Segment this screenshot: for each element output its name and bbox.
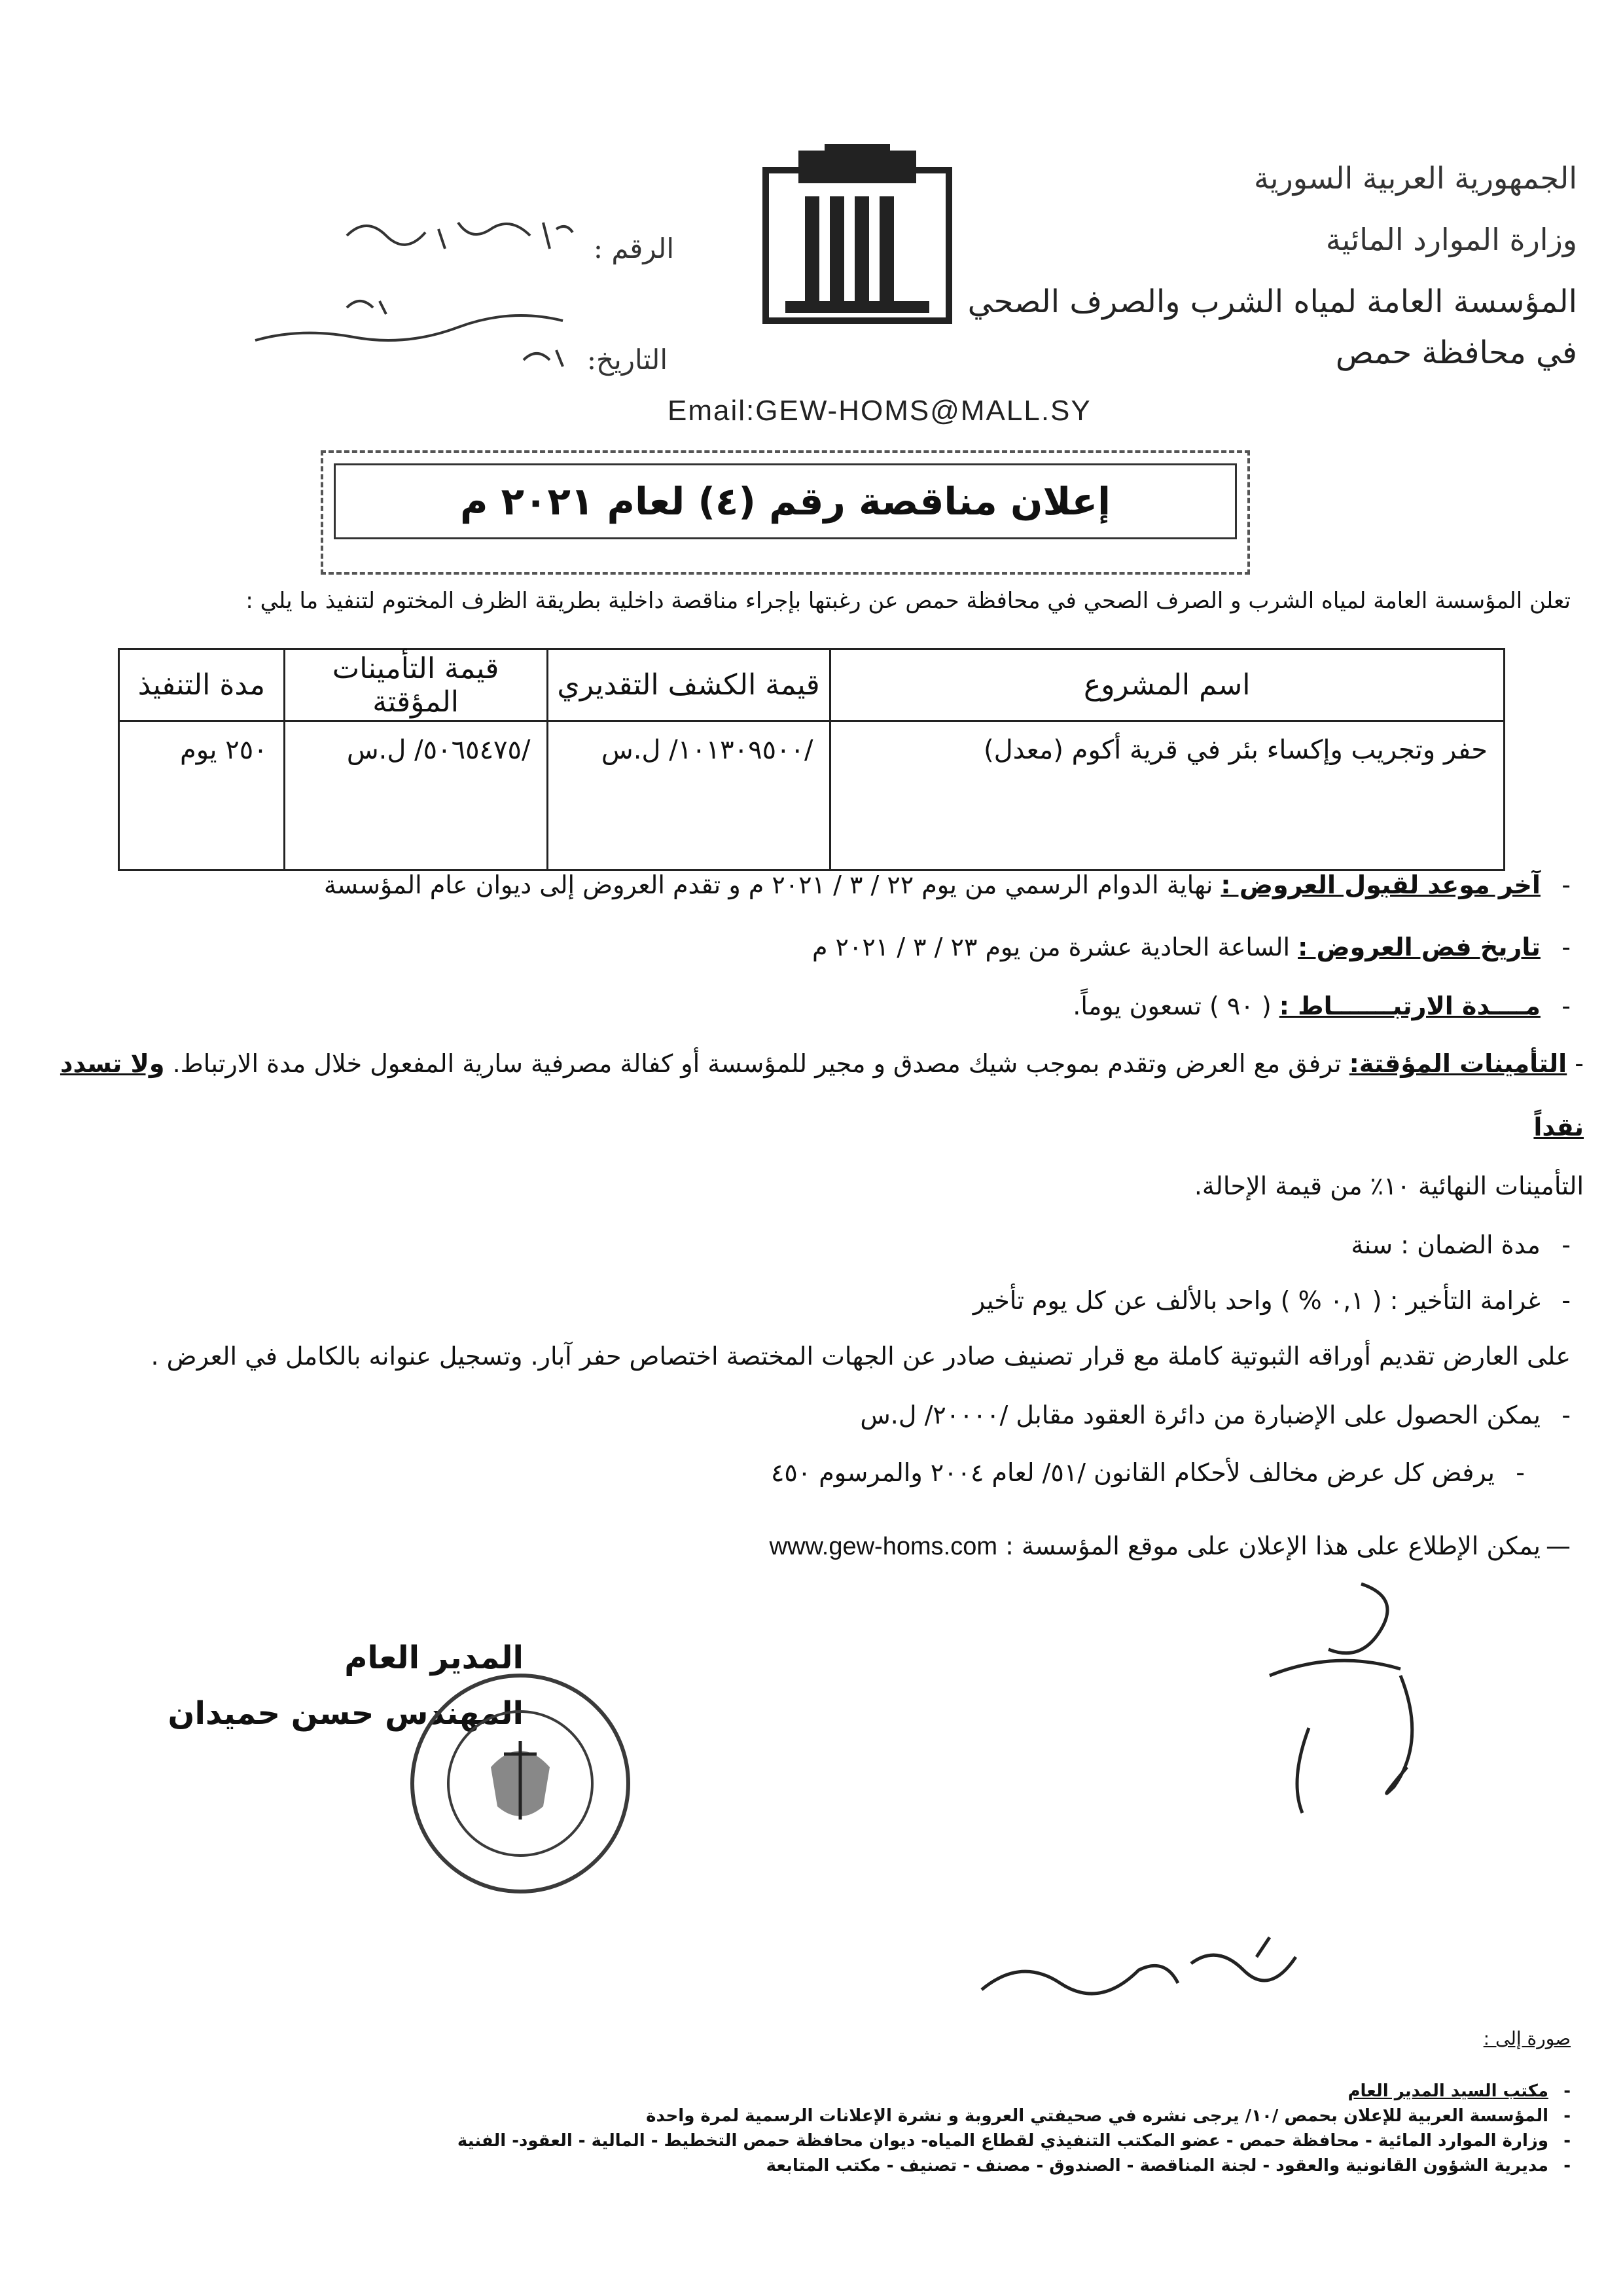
temp-insurance-item: - التأمينات المؤقتة: ترفق مع العرض وتقدم بموجب شيك مصدق و مجير للمؤسسة أو كفالة مصرفية سارية المفعول خلال مدة الارتباط. ولا تسدد bbox=[60, 1049, 1584, 1078]
cell-project: حفر وتجريب وإكساء بئر في قرية أكوم (معدل) bbox=[830, 721, 1504, 870]
number-handwritten bbox=[340, 209, 576, 255]
country-name: الجمهورية العربية السورية bbox=[1254, 160, 1577, 196]
handwriting-date-icon bbox=[249, 288, 576, 380]
copy-item-4: -مديرية الشؤون القانونية والعقود - لجنة المناقصة - الصندوق - مصنف - تصنيف - مكتب المتابعة bbox=[766, 2156, 1571, 2176]
handwriting-number-icon bbox=[340, 209, 576, 255]
deadline-text: نهاية الدوام الرسمي من يوم ٢٢ / ٣ / ٢٠٢١ م و تقدم العروض إلى ديوان عام المؤسسة bbox=[323, 870, 1213, 899]
opening-label: تاريخ فض العروض : bbox=[1298, 933, 1541, 961]
temp-insurance-text: ترفق مع العرض وتقدم بموجب شيك مصدق و مجير للمؤسسة أو كفالة مصرفية سارية المفعول خلال مدة الارتباط. bbox=[172, 1049, 1342, 1078]
penalty-text: غرامة التأخير : ( ٠,١ % ) واحد بالألف عن كل يوم تأخير bbox=[972, 1286, 1541, 1315]
table-header-row bbox=[119, 649, 1505, 721]
cell-insurance: /٥٠٦٥٤٧٥/ ل.س bbox=[284, 721, 547, 870]
website-link[interactable]: www.gew-homs.com bbox=[769, 1533, 997, 1560]
temp-insurance-cont: نقداً bbox=[1533, 1113, 1584, 1141]
warranty-item: - مدة الضمان : سنة bbox=[1351, 1230, 1571, 1259]
number-label: الرقم : bbox=[593, 232, 674, 264]
opening-text: الساعة الحادية عشرة من يوم ٢٣ / ٣ / ٢٠٢١ م bbox=[812, 933, 1291, 961]
warranty-text: مدة الضمان : سنة bbox=[1351, 1230, 1541, 1259]
website-text: يمكن الإطلاع على هذا الإعلان على موقع المؤسسة : bbox=[1005, 1532, 1541, 1560]
signature-mark-icon bbox=[1230, 1571, 1505, 1846]
commitment-item: - مــــدة الارتبـــــــاط : ( ٩٠ ) تسعون يوماً. bbox=[1073, 992, 1571, 1020]
signatory-title: المدير العام bbox=[344, 1640, 524, 1676]
copies-heading: صورة إلى : bbox=[1483, 2028, 1571, 2049]
title-box bbox=[321, 450, 1250, 575]
opening-item: - تاريخ فض العروض : الساعة الحادية عشرة من يوم ٢٣ / ٣ / ٢٠٢١ م bbox=[812, 933, 1571, 961]
copy-text: المؤسسة العربية للإعلان بحمص /١٠/ يرجى نشره في صحيفتي العروبة و نشرة الإعلانات الرسمية لمرة واحدة bbox=[646, 2106, 1548, 2126]
penalty-item: - غرامة التأخير : ( ٠,١ % ) واحد بالألف عن كل يوم تأخير bbox=[972, 1286, 1571, 1315]
cell-estimate: /١٠١٣٠٩٥٠٠/ ل.س bbox=[547, 721, 830, 870]
copy-item-2: -المؤسسة العربية للإعلان بحمص /١٠/ يرجى نشره في صحيفتي العروبة و نشرة الإعلانات الرسمية لمرة واحدة bbox=[646, 2106, 1571, 2126]
intro-paragraph: تعلن المؤسسة العامة لمياه الشرب و الصرف الصحي في محافظة حمص عن رغبتها بإجراء مناقصة داخلية بطريقة الظرف المختوم لتنفيذ ما يلي : bbox=[245, 588, 1571, 614]
table-row bbox=[119, 721, 1505, 870]
copy-text: وزارة الموارد المائية - محافظة حمص - عضو المكتب التنفيذي لقطاع المياه- ديوان محافظة حمص التخطيط - المالية - العقود- الفنية bbox=[457, 2131, 1548, 2151]
header-duration: مدة التنفيذ bbox=[119, 649, 285, 721]
deadline-item: - آخر موعد لقبول العروض : نهاية الدوام الرسمي من يوم ٢٢ / ٣ / ٢٠٢١ م و تقدم العروض إلى ديوان عام المؤسسة bbox=[323, 870, 1571, 899]
initials-mark-icon bbox=[969, 1931, 1309, 2016]
signatory-name: المهندس حسن حميدان bbox=[168, 1695, 524, 1732]
header-project: اسم المشروع bbox=[830, 649, 1504, 721]
website-item: — يمكن الإطلاع على هذا الإعلان على موقع المؤسسة : www.gew-homs.com bbox=[769, 1532, 1571, 1560]
copy-text: مديرية الشؤون القانونية والعقود - لجنة المناقصة - الصندوق - مصنف - تصنيف - مكتب المتابعة bbox=[766, 2156, 1548, 2176]
announcement-title: إعلان مناقصة رقم (٤) لعام ٢٠٢١ م bbox=[459, 479, 1111, 524]
copy-item-3: -وزارة الموارد المائية - محافظة حمص - عضو المكتب التنفيذي لقطاع المياه- ديوان محافظة حمص التخطيط - المالية - العقود- الفنية bbox=[457, 2131, 1571, 2151]
tender-table bbox=[118, 648, 1505, 871]
rejection-item: - يرفض كل عرض مخالف لأحكام القانون /٥١/ لعام ٢٠٠٤ والمرسوم ٤٥٠ bbox=[770, 1458, 1525, 1487]
header-block bbox=[967, 160, 1577, 371]
cell-duration: ٢٥٠ يوم bbox=[119, 721, 285, 870]
province-name: في محافظة حمص bbox=[1335, 334, 1577, 371]
header-estimate: قيمة الكشف التقديري bbox=[547, 649, 830, 721]
email-address: Email:GEW-HOMS@MALL.SY bbox=[668, 395, 1092, 427]
title-inner-frame bbox=[334, 463, 1237, 539]
commitment-text: ( ٩٠ ) تسعون يوماً. bbox=[1073, 992, 1272, 1020]
official-stamp-icon bbox=[406, 1669, 635, 1898]
date-label: التاريخ: bbox=[586, 344, 668, 376]
rejection-text: يرفض كل عرض مخالف لأحكام القانون /٥١/ لعام ٢٠٠٤ والمرسوم ٤٥٠ bbox=[770, 1458, 1495, 1487]
classification-item: على العارض تقديم أوراقه الثبوتية كاملة مع قرار تصنيف صادر عن الجهات المختصة اختصاص حفر آبار. وتسجيل عنوانه بالكامل في العرض . bbox=[151, 1342, 1571, 1371]
ministry-name: وزارة الموارد المائية bbox=[1325, 222, 1577, 257]
institution-logo bbox=[759, 144, 955, 334]
header-insurance: قيمة التأمينات المؤقتة bbox=[284, 649, 547, 721]
temp-insurance-emph: ولا تسدد bbox=[60, 1049, 165, 1078]
docs-item: - يمكن الحصول على الإضبارة من دائرة العقود مقابل /٢٠٠٠٠/ ل.س bbox=[860, 1401, 1571, 1429]
final-insurance-item: التأمينات النهائية ١٠٪ من قيمة الإحالة. bbox=[1194, 1172, 1584, 1200]
institution-name: المؤسسة العامة لمياه الشرب والصرف الصحي bbox=[967, 283, 1577, 320]
copy-text: مكتب السيد المدير العام bbox=[1347, 2081, 1548, 2101]
copy-item-1: -مكتب السيد المدير العام bbox=[1347, 2081, 1571, 2101]
commitment-label: مــــدة الارتبـــــــاط : bbox=[1279, 992, 1541, 1020]
deadline-label: آخر موعد لقبول العروض : bbox=[1221, 870, 1541, 899]
docs-text: يمكن الحصول على الإضبارة من دائرة العقود مقابل /٢٠٠٠٠/ ل.س bbox=[860, 1401, 1541, 1429]
temp-insurance-label: التأمينات المؤقتة: bbox=[1349, 1049, 1567, 1078]
